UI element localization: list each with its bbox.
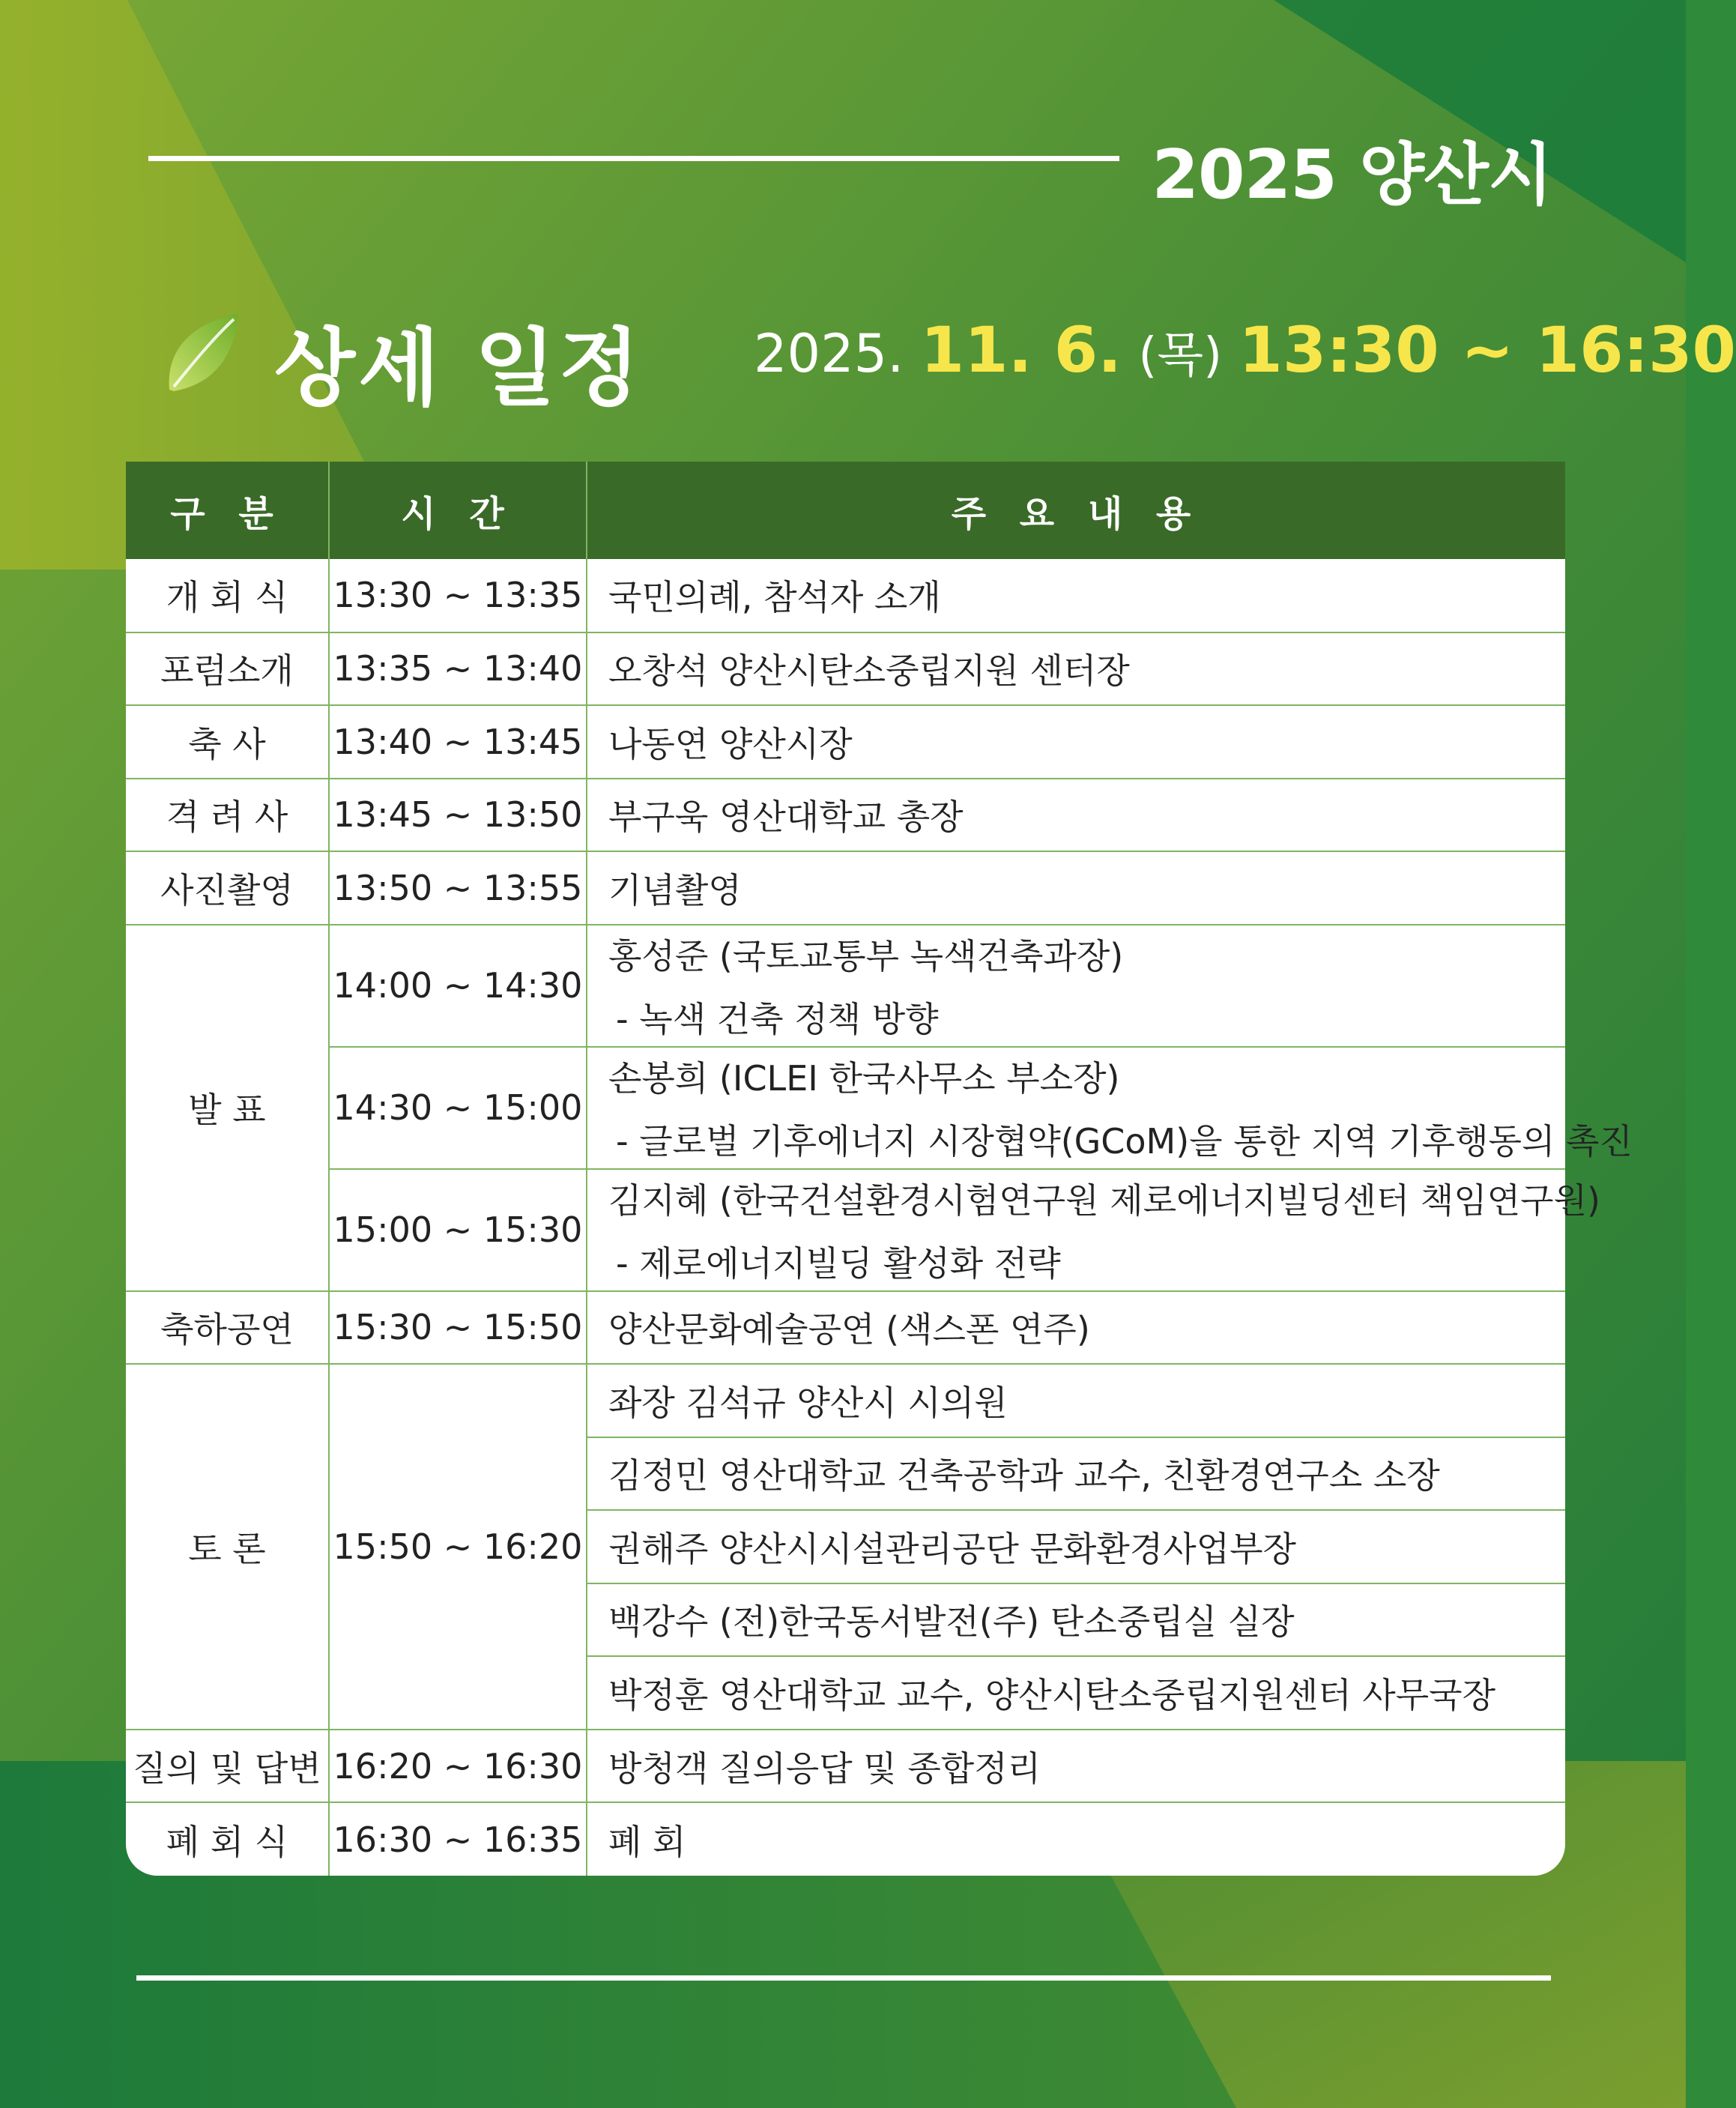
row-content: 오창석 양산시탄소중립지원 센터장: [587, 632, 1565, 706]
row-category: 발 표: [126, 925, 329, 1291]
row-content: [587, 1169, 1600, 1291]
row-content: 국민의례, 참석자 소개: [587, 559, 1565, 632]
table-row: [126, 851, 1565, 925]
date-time: 13:30 ~ 16:30: [1239, 313, 1736, 387]
row-category: 포럼소개: [126, 632, 329, 706]
row-category: 개 회 식: [126, 559, 329, 632]
row-content: 부구욱 영산대학교 총장: [587, 779, 1565, 852]
table-row: [126, 1169, 1565, 1291]
row-time: 16:20 ~ 16:30: [329, 1730, 587, 1803]
panel-member: 박정훈 영산대학교 교수, 양산시탄소중립지원센터 사무국장: [587, 1656, 1565, 1730]
row-content: 양산문화예술공연 (색스폰 연주): [587, 1291, 1565, 1365]
panel-member: 권해주 양산시시설관리공단 문화환경사업부장: [587, 1510, 1565, 1583]
table-row: [126, 1291, 1565, 1365]
table-header-row: [126, 462, 1565, 559]
row-category: 축 사: [126, 705, 329, 779]
column-header-category: 구 분: [126, 462, 329, 559]
row-content: 나동연 양산시장: [587, 705, 1565, 779]
row-content: 기념촬영: [587, 851, 1565, 925]
row-time: 13:35 ~ 13:40: [329, 632, 587, 706]
row-category: 질의 및 답변: [126, 1730, 329, 1803]
panel-member: 백강수 (전)한국동서발전(주) 탄소중립실 실장: [587, 1583, 1565, 1657]
bottom-divider: [136, 1975, 1551, 1981]
row-time: 13:40 ~ 13:45: [329, 705, 587, 779]
year-title: 2025 양산시: [1152, 136, 1552, 214]
row-time: 14:00 ~ 14:30: [329, 925, 587, 1047]
row-category: 토 론: [126, 1364, 329, 1730]
row-time: 14:30 ~ 15:00: [329, 1047, 587, 1169]
row-time: 16:30 ~ 16:35: [329, 1802, 587, 1876]
row-category: 축하공연: [126, 1291, 329, 1365]
top-divider: [148, 156, 1119, 161]
row-time: 13:45 ~ 13:50: [329, 779, 587, 852]
row-category: 사진촬영: [126, 851, 329, 925]
section-title: 상세 일정: [274, 320, 643, 417]
date-year: 2025.: [754, 323, 904, 384]
row-time: 13:50 ~ 13:55: [329, 851, 587, 925]
row-time: 15:00 ~ 15:30: [329, 1169, 587, 1291]
column-header-content: 주 요 내 용: [587, 462, 1565, 559]
event-date: [754, 313, 1736, 387]
row-content: [587, 1047, 1633, 1169]
table-row: [126, 632, 1565, 706]
column-header-time: 시 간: [329, 462, 587, 559]
row-time: 13:30 ~ 13:35: [329, 559, 587, 632]
schedule-table: [126, 462, 1633, 1876]
table-row: [126, 559, 1565, 632]
table-row: [126, 925, 1565, 1047]
table-row: [126, 1802, 1565, 1876]
presentation-speaker: 홍성준 (국토교통부 녹색건축과장): [608, 936, 1124, 977]
row-category: 격 려 사: [126, 779, 329, 852]
table-row: [126, 1364, 1565, 1437]
presentation-topic: - 녹색 건축 정책 방향: [616, 999, 939, 1040]
row-content: 방청객 질의응답 및 종합정리: [587, 1730, 1565, 1803]
table-row: [126, 705, 1565, 779]
panel-member: 좌장 김석규 양산시 시의원: [587, 1364, 1565, 1437]
presentation-speaker: 김지혜 (한국건설환경시험연구원 제로에너지빌딩센터 책임연구원): [608, 1180, 1600, 1221]
leaf-icon: [163, 309, 241, 396]
date-monthday: 11. 6.: [920, 313, 1122, 387]
date-weekday: (목): [1138, 328, 1223, 384]
presentation-topic: - 제로에너지빌딩 활성화 전략: [616, 1243, 1061, 1284]
row-category: 폐 회 식: [126, 1802, 329, 1876]
presentation-speaker: 손봉희 (ICLEI 한국사무소 부소장): [608, 1058, 1120, 1099]
row-content: [587, 925, 1565, 1047]
table-row: [126, 1730, 1565, 1803]
table-row: [126, 779, 1565, 852]
table-row: [126, 1047, 1565, 1169]
row-content: 폐 회: [608, 1821, 686, 1862]
row-time: 15:50 ~ 16:20: [329, 1364, 587, 1730]
panel-member: 김정민 영산대학교 건축공학과 교수, 친환경연구소 소장: [587, 1437, 1565, 1511]
presentation-topic: - 글로벌 기후에너지 시장협약(GCoM)을 통한 지역 기후행동의 촉진: [616, 1121, 1633, 1162]
row-time: 15:30 ~ 15:50: [329, 1291, 587, 1365]
